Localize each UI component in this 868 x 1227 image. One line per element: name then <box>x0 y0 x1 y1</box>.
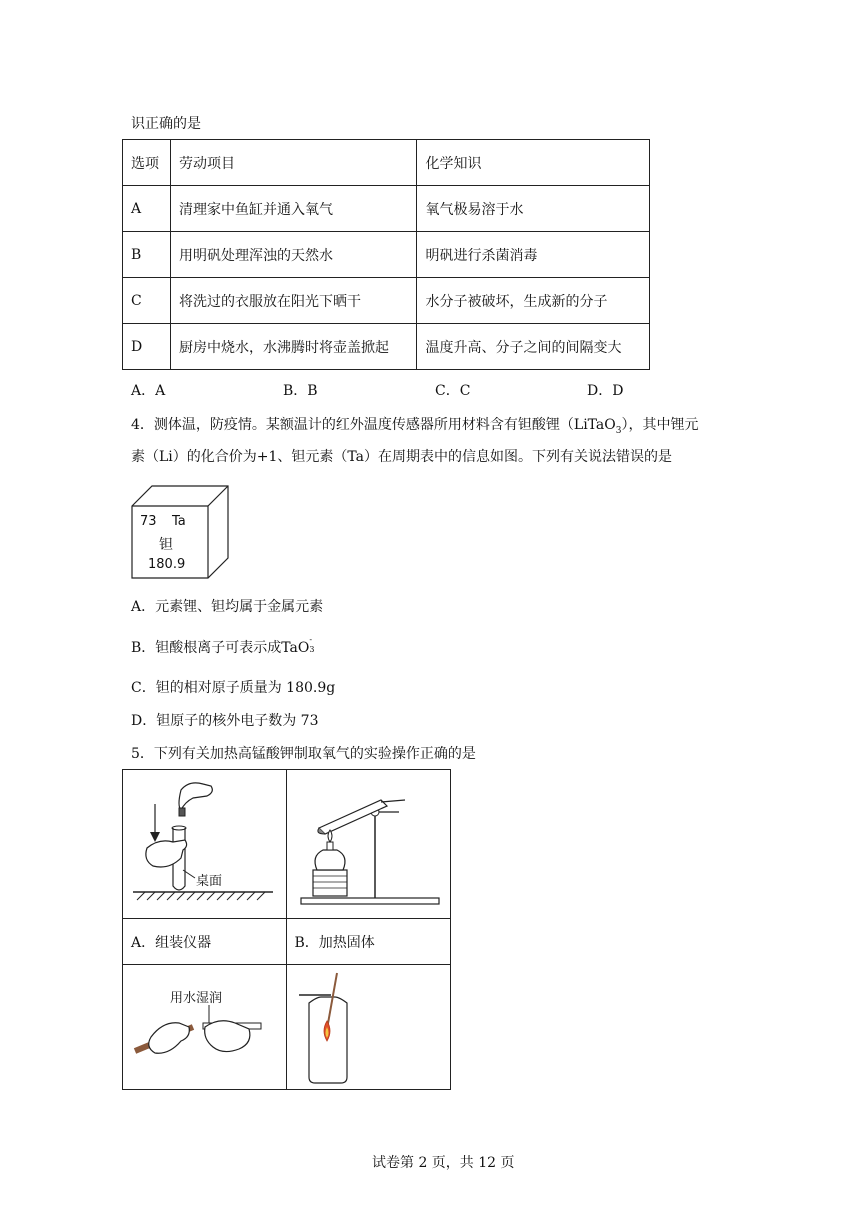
table-row <box>123 965 451 1090</box>
table-cell: 水分子被破坏，生成新的分子 <box>417 278 650 324</box>
q4-option-c: C．钽的相对原子质量为 180.9g <box>131 680 336 696</box>
moisten-glass-tube-figure <box>123 965 286 1089</box>
q3-option-c: C．C <box>435 383 471 399</box>
label-b-cell: B．加热固体 <box>286 919 451 965</box>
q4-option-a: A．元素锂、钽均属于金属元素 <box>131 599 324 615</box>
q4-option-d: D．钽原子的核外电子数为 73 <box>131 713 319 729</box>
q5-stem: 5．下列有关加热高锰酸钾制取氧气的实验操作正确的是 <box>131 746 476 762</box>
table-cell: B <box>123 232 171 278</box>
table-cell: 明矾进行杀菌消毒 <box>417 232 650 278</box>
table-cell: 温度升高、分子之间的间隔变大 <box>417 324 650 370</box>
desk-label: 桌面 <box>196 874 223 889</box>
table-row <box>123 232 650 278</box>
figure-c-cell <box>123 965 287 1090</box>
q4-stem-line-2: 素（Li）的化合价为+1、钽元素（Ta）在周期表中的信息如图。下列有关说法错误的是 <box>131 449 673 465</box>
table-cell: C <box>123 278 171 324</box>
intro-line: 识正确的是 <box>131 116 201 132</box>
table-row <box>123 919 451 965</box>
element-symbol: Ta <box>172 514 186 529</box>
table-row <box>123 770 451 919</box>
q3-option-a: A．A <box>131 383 166 399</box>
q4-stem-text: 4．测体温，防疫情。某额温计的红外温度传感器所用材料含有钽酸锂（LiTaO <box>131 417 616 433</box>
table-cell: D <box>123 324 171 370</box>
figure-b-cell <box>286 770 451 919</box>
table-header-row <box>123 140 650 186</box>
q3-option-d: D．D <box>587 383 624 399</box>
q4-stem-subscript: 3 <box>615 425 622 436</box>
q3-option-b: B．B <box>283 383 318 399</box>
atomic-number: 73 <box>140 514 157 529</box>
table-cell: 用明矾处理浑浊的天然水 <box>170 232 417 278</box>
assemble-test-tube-figure <box>123 770 286 918</box>
heating-solid-figure <box>287 770 451 918</box>
tantalum-element-card <box>131 485 231 581</box>
oxygen-check-bottle-figure <box>287 965 451 1089</box>
q4-option-b-subscript: 3 <box>309 645 315 654</box>
q4-option-b-charge <box>309 635 315 655</box>
figure-d-cell <box>286 965 451 1090</box>
q4-option-b-formula: TaO <box>281 640 310 656</box>
table-cell: 将洗过的衣服放在阳光下晒干 <box>170 278 417 324</box>
table-cell: 清理家中鱼缸并通入氧气 <box>170 186 417 232</box>
q5-table <box>122 769 451 1090</box>
element-name: 钽 <box>159 537 173 553</box>
q4-stem-text-end: ），其中锂元 <box>621 417 699 433</box>
atomic-mass: 180.9 <box>148 557 186 572</box>
table-row <box>123 186 650 232</box>
table-cell: 厨房中烧水，水沸腾时将壶盖掀起 <box>170 324 417 370</box>
header-cell-task: 劳动项目 <box>170 140 417 186</box>
table-row <box>123 278 650 324</box>
q4-option-b <box>131 637 315 657</box>
q3-table <box>122 139 650 370</box>
header-cell-knowledge: 化学知识 <box>417 140 650 186</box>
header-cell-option: 选项 <box>123 140 171 186</box>
table-cell: A <box>123 186 171 232</box>
water-label: 用水湿润 <box>170 991 223 1006</box>
table-row <box>123 324 650 370</box>
page-footer: 试卷第 2 页，共 12 页 <box>372 1155 515 1171</box>
label-a-cell: A．组装仪器 <box>123 919 287 965</box>
figure-a-cell <box>123 770 287 919</box>
table-cell: 氧气极易溶于水 <box>417 186 650 232</box>
q4-option-b-superscript: - <box>309 635 313 644</box>
q4-stem-line-1 <box>131 414 699 436</box>
q4-option-b-text: B．钽酸根离子可表示成 <box>131 640 282 656</box>
